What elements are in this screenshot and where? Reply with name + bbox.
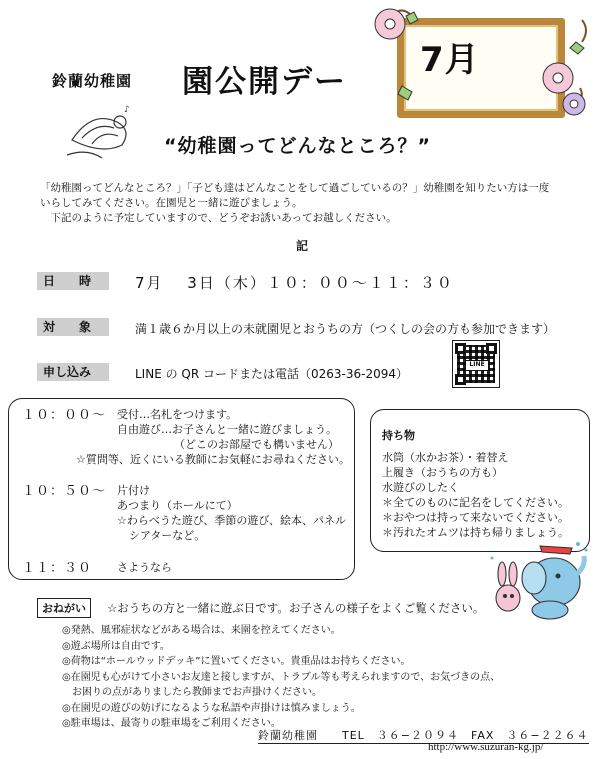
qr-finder [455,343,466,354]
kindergarten-name: 鈴蘭幼稚園 [52,72,133,90]
schedule-line: （どこのお部屋でも構いません） [174,438,339,451]
line-qr-code[interactable] [452,340,500,388]
target-label: 対 象 [37,318,109,336]
schedule-line: 自由遊び…お子さんと一緒に遊びましょう。 [117,423,337,436]
schedule-line: シアターなど。 [129,529,206,542]
requests-notes [62,623,500,732]
apply-label: 申し込み [37,363,109,381]
schedule-time: １１：３０ [22,561,93,576]
footer-url[interactable]: http://www.suzuran-kg.jp/ [428,741,544,753]
intro-line: 下記のように予定していますので、どうぞお誘いあってお越しください。 [40,212,397,224]
footer-contact: 鈴蘭幼稚園 TEL ３６−２０９４ FAX ３６−２２６４ [258,729,589,742]
flower-illustration [62,100,142,166]
qr-line-logo: LINE [465,360,489,371]
belongings-item: ＊全てのものに記名をしてください。 [382,496,569,509]
schedule-line: 片付け [117,484,150,497]
belongings-item: 上履き（おうちの方も） [382,466,503,479]
requests-label: おねがい [37,598,91,618]
schedule-line: ☆わらべうた遊び、季節の遊び、絵本、パネル [117,514,346,527]
date-value: 7月 3日（木）１０：００〜１１：３０ [135,274,454,292]
month-label: 7月 [420,40,480,80]
qr-finder [455,374,466,385]
belongings-item: ＊おやつは持って来ないでください。 [382,511,569,524]
belongings-title: 持ち物 [382,429,415,442]
intro-text [40,181,570,226]
belongings-item: 水筒（水かお茶）・着替え [382,451,509,464]
schedule-line: ☆質問等、近くにいる教師にお気軽にお尋ねください。 [76,453,350,466]
schedule-line: あつまり（ホールにて） [117,499,238,512]
belongings-item: 水遊びのしたく [382,481,459,494]
intro-line: いらしてみてください。在園児と一緒に遊びましょう。 [40,197,303,209]
note-line: ◎遊ぶ場所は自由です。 [62,640,170,652]
note-line: ◎駐車場は、最寄りの駐車場をご利用ください。 [62,718,281,729]
note-line: ◎荷物は“ホールウッドデッキ”に置いてください。貴重品はお持ちください。 [62,656,411,667]
qr-finder [486,343,497,354]
frame-flowers-decoration [372,2,598,128]
intro-line: 「幼稚園ってどんなところ？」「子ども達はどんなことをして過ごしているの？」幼稚園を知りたい方は一度 [40,182,550,194]
date-label: 日 時 [37,272,109,290]
schedule-line: さようなら [117,561,172,574]
target-value: 満１歳６か月以上の未就園児とおうちの方（つくしの会の方も参加できます） [135,322,556,336]
belongings-item: ＊汚れたオムツは持ち帰りましょう。 [382,526,569,539]
schedule-time: １０：５０〜 [22,484,107,499]
subtitle: “幼稚園ってどんなところ？” [164,135,431,157]
svg-text:♪: ♪ [124,105,130,115]
ki-mark: 記 [296,239,309,253]
note-line: お困りの点がありましたら教師までお声掛けください。 [62,687,322,698]
requests-headline: ☆おうちの方と一緒に遊ぶ日です。お子さんの様子をよくご覧ください。 [107,601,485,615]
schedule-time: １０：００〜 [22,408,107,423]
elephant-rabbit-illustration [486,538,590,622]
note-line: ◎在園児も心がけて小さいお友達と接しますが、トラブル等も考えられますので、お気づきの点、 [62,671,501,683]
schedule-line: 受付…名札をつけます。 [117,408,238,421]
note-line: ◎発熱、風邪症状などがある場合は、来園を控えてください。 [62,625,341,636]
note-line: ◎在園児の遊びの妨げになるような私語や声掛けは慎みましょう。 [62,702,361,714]
page-title: 園公開デー [182,64,347,100]
apply-value: LINE の QR コードまたは電話（0263-36-2094） [135,367,409,381]
